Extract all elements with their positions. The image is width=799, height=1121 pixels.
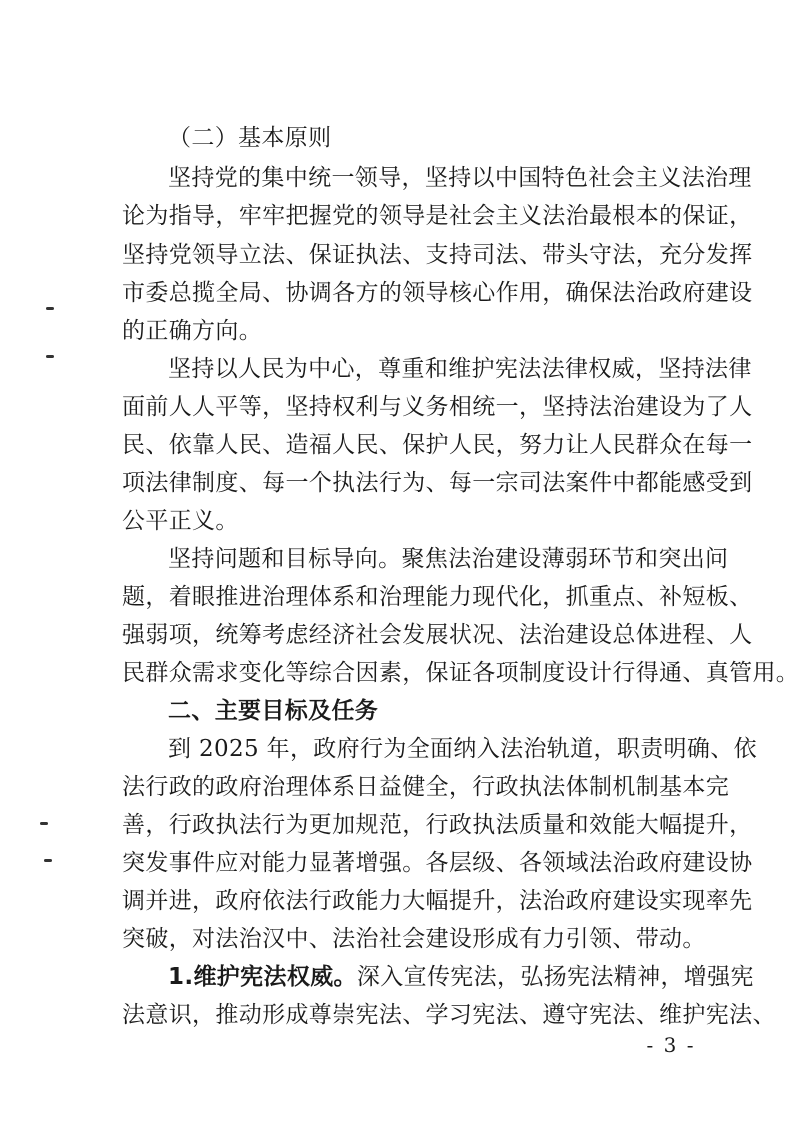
paragraph-line: 论为指导，牢牢把握党的领导是社会主义法治最根本的保证， <box>122 203 753 229</box>
paragraph-line: 坚持以人民为中心，尊重和维护宪法法律权威，坚持法律 <box>168 356 752 382</box>
paragraph-line: 强弱项，统筹考虑经济社会发展状况、法治建设总体进程、人 <box>122 622 753 648</box>
paragraph-line: 突发事件应对能力显著增强。各层级、各领域法治政府建设协 <box>122 850 753 876</box>
paragraph-line: 法行政的政府治理体系日益健全，行政执法体制机制基本完 <box>122 774 730 800</box>
binding-mark <box>40 822 48 825</box>
section-heading-goals: 二、主要目标及任务 <box>168 698 379 724</box>
paragraph-line: 坚持问题和目标导向。聚焦法治建设薄弱环节和突出问 <box>168 546 729 572</box>
paragraph-line: 调并进，政府依法行政能力大幅提升，法治政府建设实现率先 <box>122 888 753 914</box>
paragraph-line: 的正确方向。 <box>122 318 263 344</box>
item-text: 深入宣传宪法，弘扬宪法精神，增强宪 <box>356 964 754 990</box>
paragraph-line: 市委总揽全局、协调各方的领导核心作用，确保法治政府建设 <box>122 280 753 306</box>
paragraph-line: 突破，对法治汉中、法治社会建设形成有力引领、带动。 <box>122 926 706 952</box>
paragraph-line: 题，着眼推进治理体系和治理能力现代化，抓重点、补短板、 <box>122 584 753 610</box>
paragraph-line: 项法律制度、每一个执法行为、每一宗司法案件中都能感受到 <box>122 470 753 496</box>
paragraph-line: 公平正义。 <box>122 508 239 534</box>
paragraph-line: 到 2025 年，政府行为全面纳入法治轨道，职责明确、依 <box>168 736 757 762</box>
paragraph-line: 面前人人平等，坚持权利与义务相统一，坚持法治建设为了人 <box>122 394 753 420</box>
paragraph-line: 民、依靠人民、造福人民、保护人民，努力让人民群众在每一 <box>122 432 753 458</box>
binding-mark <box>46 355 54 358</box>
paragraph-line: 法意识，推动形成尊崇宪法、学习宪法、遵守宪法、维护宪法、 <box>122 1002 776 1028</box>
paragraph-line: 善，行政执法行为更加规范，行政执法质量和效能大幅提升， <box>122 812 753 838</box>
item-title: 1.维护宪法权威。 <box>168 964 357 990</box>
paragraph-line: 坚持党的集中统一领导，坚持以中国特色社会主义法治理 <box>168 165 752 191</box>
paragraph-line <box>168 962 754 992</box>
paragraph-line: 坚持党领导立法、保证执法、支持司法、带头守法，充分发挥 <box>122 242 753 268</box>
paragraph-line: 民群众需求变化等综合因素，保证各项制度设计行得通、真管用。 <box>122 660 799 686</box>
binding-mark <box>44 859 52 862</box>
page-number: - 3 - <box>646 1033 696 1057</box>
binding-mark <box>46 307 54 310</box>
section-heading-principles: （二）基本原则 <box>168 125 332 151</box>
